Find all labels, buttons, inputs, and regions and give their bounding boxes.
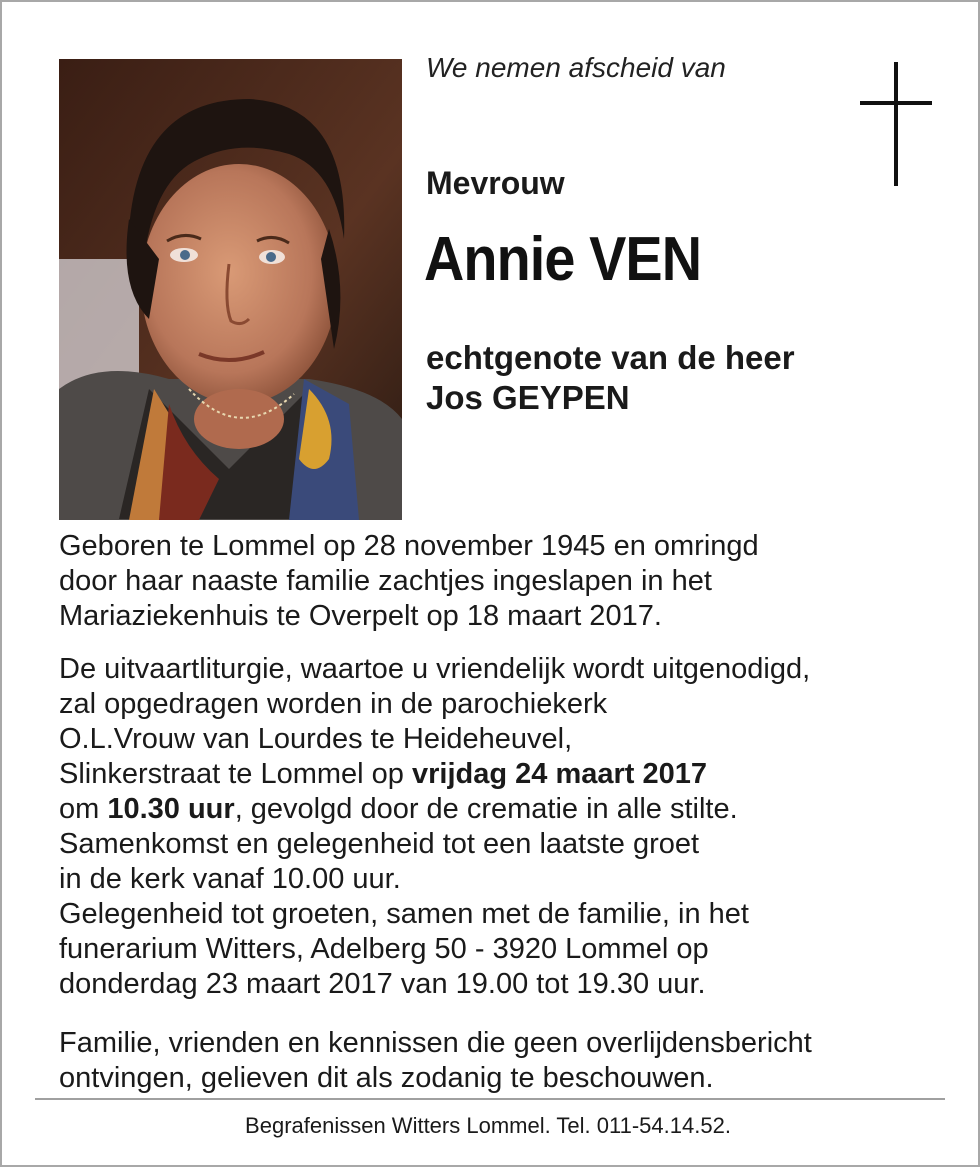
cross-icon xyxy=(858,62,934,193)
closing-paragraph xyxy=(59,1026,939,1096)
text-line: zal opgedragen worden in de parochiekerk xyxy=(59,688,608,720)
spouse-block xyxy=(426,338,795,418)
footer-credit: Begrafenissen Witters Lommel. Tel. 011-54.14.52. xyxy=(245,1113,731,1138)
text-line: De uitvaartliturgie, waartoe u vriendelijk wordt uitgenodigd, xyxy=(59,653,811,685)
text-line xyxy=(59,757,939,792)
spouse-line: echtgenote van de heer xyxy=(426,339,795,376)
text-segment: om xyxy=(59,793,108,825)
text-line: ontvingen, gelieven dit als zodanig te beschouwen. xyxy=(59,1062,714,1094)
deceased-name: Annie VEN xyxy=(424,225,702,294)
funeral-paragraph xyxy=(59,652,939,1002)
text-line: donderdag 23 maart 2017 van 19.00 tot 19.30 uur. xyxy=(59,968,706,1000)
text-line: Mariaziekenhuis te Overpelt op 18 maart 2017. xyxy=(59,600,662,632)
spouse-name: Jos GEYPEN xyxy=(426,379,630,416)
text-segment: Slinkerstraat te Lommel op xyxy=(59,758,412,790)
intro-text: We nemen afscheid van xyxy=(426,52,726,83)
text-line: O.L.Vrouw van Lourdes te Heideheuvel, xyxy=(59,723,573,755)
birth-death-paragraph xyxy=(59,529,939,634)
portrait-photo xyxy=(59,59,402,520)
text-segment: , gevolgd door de crematie in alle stilte. xyxy=(234,793,738,825)
text-line: Familie, vrienden en kennissen die geen overlijdensbericht xyxy=(59,1027,812,1059)
text-line: door haar naaste familie zachtjes ingeslapen in het xyxy=(59,565,712,597)
funeral-date: vrijdag 24 maart 2017 xyxy=(411,758,707,790)
text-line: funerarium Witters, Adelberg 50 - 3920 Lommel op xyxy=(59,933,709,965)
honorific: Mevrouw xyxy=(426,165,565,201)
text-line: Geboren te Lommel op 28 november 1945 en omringd xyxy=(59,530,759,562)
text-line: Samenkomst en gelegenheid tot een laatste groet xyxy=(59,828,700,860)
text-line: Gelegenheid tot groeten, samen met de familie, in het xyxy=(59,898,749,930)
divider xyxy=(35,1098,945,1100)
text-line xyxy=(59,792,939,827)
funeral-time: 10.30 uur xyxy=(107,793,235,825)
text-line: in de kerk vanaf 10.00 uur. xyxy=(59,863,401,895)
